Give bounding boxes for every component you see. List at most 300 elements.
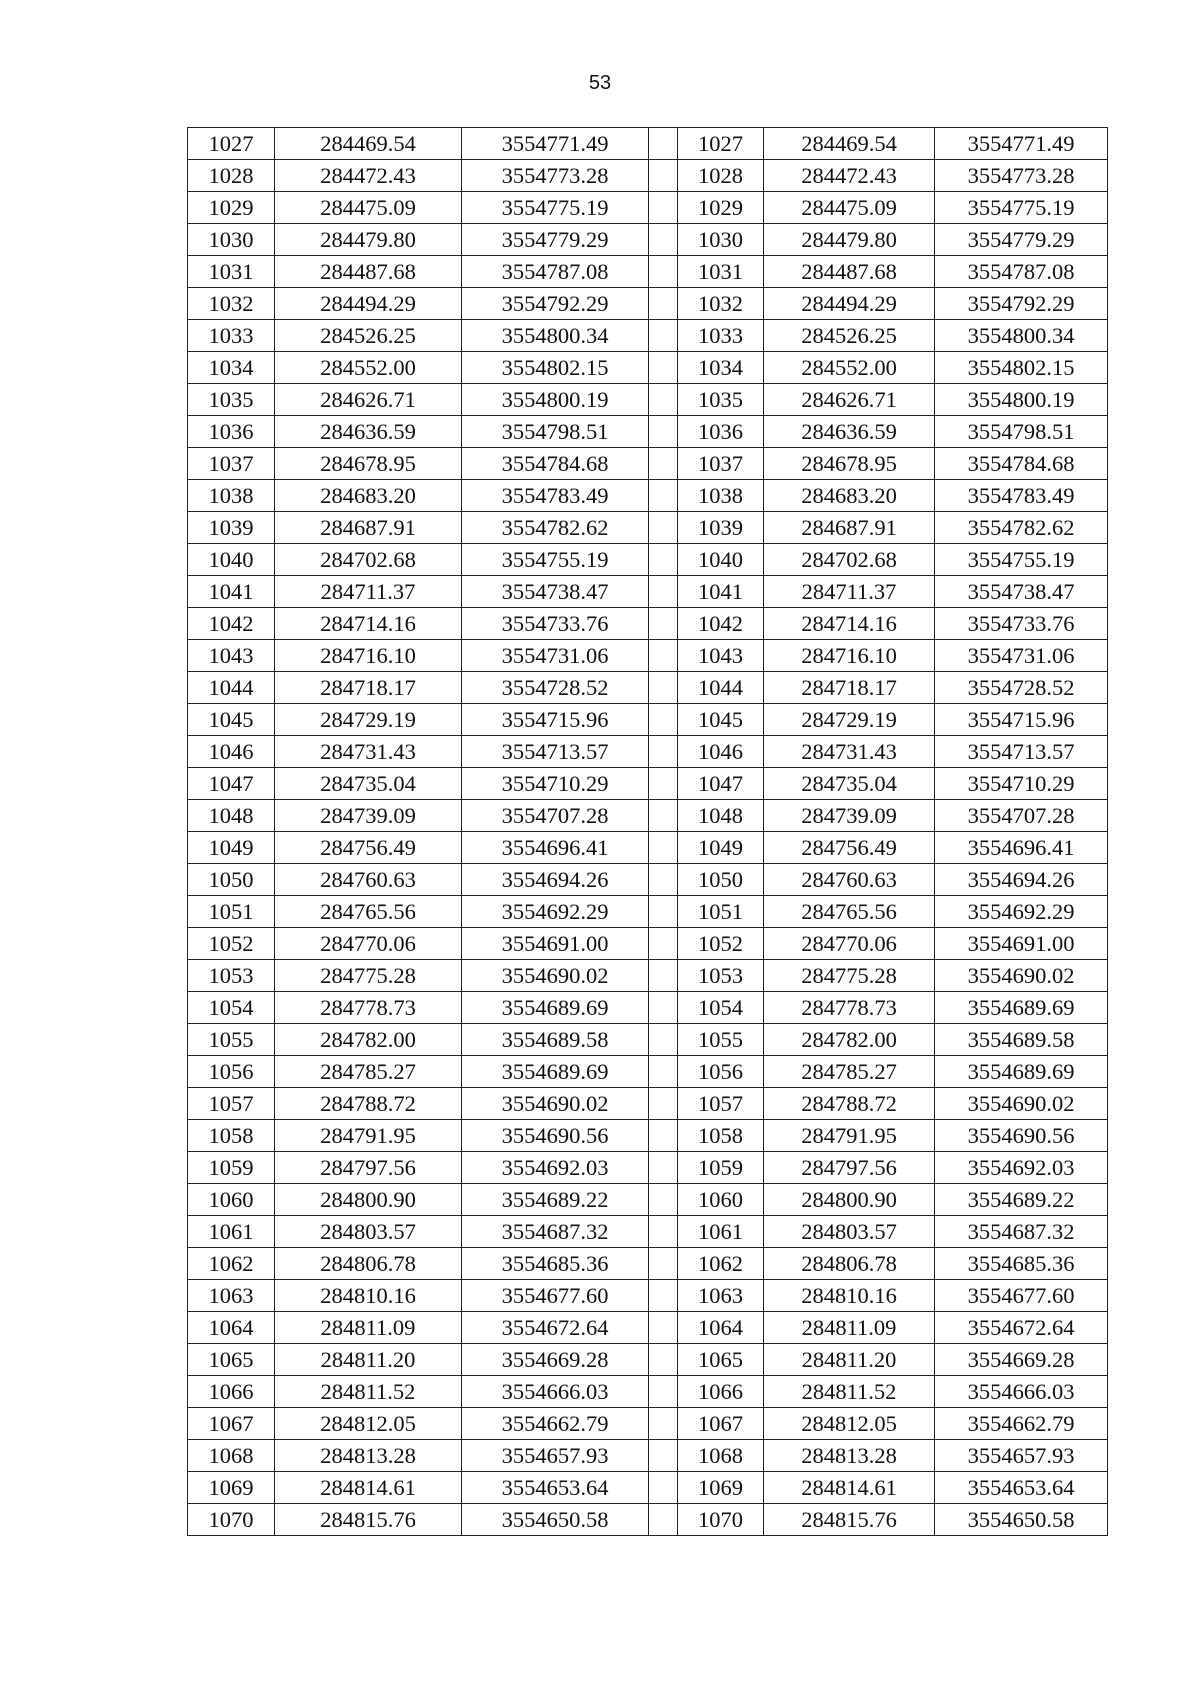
right-x-coordinate-cell: 284678.95 xyxy=(764,448,935,480)
right-x-coordinate-cell: 284487.68 xyxy=(764,256,935,288)
table-row xyxy=(188,128,1108,160)
right-y-coordinate-cell: 3554782.62 xyxy=(935,512,1108,544)
coordinate-table xyxy=(187,127,1108,1536)
left-point-id-cell: 1037 xyxy=(188,448,275,480)
left-x-coordinate-cell: 284765.56 xyxy=(275,896,462,928)
coordinate-table-body xyxy=(188,128,1108,1536)
table-row xyxy=(188,192,1108,224)
right-point-id-cell: 1052 xyxy=(678,928,764,960)
left-y-coordinate-cell: 3554692.03 xyxy=(462,1152,649,1184)
right-y-coordinate-cell: 3554731.06 xyxy=(935,640,1108,672)
empty-separator-cell xyxy=(649,1472,678,1504)
empty-separator-cell xyxy=(649,128,678,160)
empty-separator-cell xyxy=(649,448,678,480)
right-point-id-cell: 1064 xyxy=(678,1312,764,1344)
left-point-id-cell: 1062 xyxy=(188,1248,275,1280)
left-y-coordinate-cell: 3554689.69 xyxy=(462,1056,649,1088)
right-point-id-cell: 1043 xyxy=(678,640,764,672)
left-x-coordinate-cell: 284770.06 xyxy=(275,928,462,960)
right-y-coordinate-cell: 3554690.56 xyxy=(935,1120,1108,1152)
left-y-coordinate-cell: 3554662.79 xyxy=(462,1408,649,1440)
left-x-coordinate-cell: 284479.80 xyxy=(275,224,462,256)
right-y-coordinate-cell: 3554689.22 xyxy=(935,1184,1108,1216)
right-point-id-cell: 1032 xyxy=(678,288,764,320)
left-point-id-cell: 1035 xyxy=(188,384,275,416)
left-y-coordinate-cell: 3554728.52 xyxy=(462,672,649,704)
left-point-id-cell: 1032 xyxy=(188,288,275,320)
right-y-coordinate-cell: 3554692.03 xyxy=(935,1152,1108,1184)
left-point-id-cell: 1040 xyxy=(188,544,275,576)
left-point-id-cell: 1064 xyxy=(188,1312,275,1344)
left-point-id-cell: 1054 xyxy=(188,992,275,1024)
left-y-coordinate-cell: 3554690.02 xyxy=(462,1088,649,1120)
empty-separator-cell xyxy=(649,1056,678,1088)
right-point-id-cell: 1046 xyxy=(678,736,764,768)
left-x-coordinate-cell: 284811.09 xyxy=(275,1312,462,1344)
right-y-coordinate-cell: 3554692.29 xyxy=(935,896,1108,928)
empty-separator-cell xyxy=(649,1376,678,1408)
left-x-coordinate-cell: 284683.20 xyxy=(275,480,462,512)
right-point-id-cell: 1035 xyxy=(678,384,764,416)
right-x-coordinate-cell: 284814.61 xyxy=(764,1472,935,1504)
right-x-coordinate-cell: 284729.19 xyxy=(764,704,935,736)
right-y-coordinate-cell: 3554728.52 xyxy=(935,672,1108,704)
table-row xyxy=(188,1408,1108,1440)
right-y-coordinate-cell: 3554784.68 xyxy=(935,448,1108,480)
table-row xyxy=(188,352,1108,384)
left-y-coordinate-cell: 3554707.28 xyxy=(462,800,649,832)
table-row xyxy=(188,1504,1108,1536)
left-y-coordinate-cell: 3554798.51 xyxy=(462,416,649,448)
right-x-coordinate-cell: 284782.00 xyxy=(764,1024,935,1056)
right-point-id-cell: 1048 xyxy=(678,800,764,832)
right-x-coordinate-cell: 284775.28 xyxy=(764,960,935,992)
right-point-id-cell: 1027 xyxy=(678,128,764,160)
right-y-coordinate-cell: 3554798.51 xyxy=(935,416,1108,448)
left-point-id-cell: 1050 xyxy=(188,864,275,896)
left-y-coordinate-cell: 3554755.19 xyxy=(462,544,649,576)
table-row xyxy=(188,1312,1108,1344)
empty-separator-cell xyxy=(649,960,678,992)
table-row xyxy=(188,1024,1108,1056)
left-x-coordinate-cell: 284760.63 xyxy=(275,864,462,896)
right-point-id-cell: 1067 xyxy=(678,1408,764,1440)
left-point-id-cell: 1063 xyxy=(188,1280,275,1312)
right-x-coordinate-cell: 284552.00 xyxy=(764,352,935,384)
right-y-coordinate-cell: 3554687.32 xyxy=(935,1216,1108,1248)
left-point-id-cell: 1061 xyxy=(188,1216,275,1248)
left-x-coordinate-cell: 284806.78 xyxy=(275,1248,462,1280)
left-y-coordinate-cell: 3554784.68 xyxy=(462,448,649,480)
left-y-coordinate-cell: 3554650.58 xyxy=(462,1504,649,1536)
left-y-coordinate-cell: 3554666.03 xyxy=(462,1376,649,1408)
right-point-id-cell: 1036 xyxy=(678,416,764,448)
left-x-coordinate-cell: 284711.37 xyxy=(275,576,462,608)
right-y-coordinate-cell: 3554690.02 xyxy=(935,1088,1108,1120)
right-point-id-cell: 1038 xyxy=(678,480,764,512)
empty-separator-cell xyxy=(649,1088,678,1120)
left-y-coordinate-cell: 3554687.32 xyxy=(462,1216,649,1248)
right-point-id-cell: 1061 xyxy=(678,1216,764,1248)
right-point-id-cell: 1028 xyxy=(678,160,764,192)
right-x-coordinate-cell: 284626.71 xyxy=(764,384,935,416)
right-y-coordinate-cell: 3554653.64 xyxy=(935,1472,1108,1504)
right-x-coordinate-cell: 284785.27 xyxy=(764,1056,935,1088)
left-x-coordinate-cell: 284739.09 xyxy=(275,800,462,832)
empty-separator-cell xyxy=(649,1408,678,1440)
left-x-coordinate-cell: 284475.09 xyxy=(275,192,462,224)
left-y-coordinate-cell: 3554685.36 xyxy=(462,1248,649,1280)
table-row xyxy=(188,224,1108,256)
right-point-id-cell: 1056 xyxy=(678,1056,764,1088)
right-y-coordinate-cell: 3554662.79 xyxy=(935,1408,1108,1440)
left-x-coordinate-cell: 284735.04 xyxy=(275,768,462,800)
right-x-coordinate-cell: 284811.52 xyxy=(764,1376,935,1408)
right-y-coordinate-cell: 3554696.41 xyxy=(935,832,1108,864)
left-y-coordinate-cell: 3554733.76 xyxy=(462,608,649,640)
left-point-id-cell: 1028 xyxy=(188,160,275,192)
left-y-coordinate-cell: 3554738.47 xyxy=(462,576,649,608)
right-y-coordinate-cell: 3554666.03 xyxy=(935,1376,1108,1408)
right-x-coordinate-cell: 284702.68 xyxy=(764,544,935,576)
left-y-coordinate-cell: 3554783.49 xyxy=(462,480,649,512)
right-point-id-cell: 1037 xyxy=(678,448,764,480)
right-point-id-cell: 1069 xyxy=(678,1472,764,1504)
left-point-id-cell: 1055 xyxy=(188,1024,275,1056)
right-point-id-cell: 1039 xyxy=(678,512,764,544)
left-y-coordinate-cell: 3554691.00 xyxy=(462,928,649,960)
table-row xyxy=(188,672,1108,704)
table-row xyxy=(188,1440,1108,1472)
empty-separator-cell xyxy=(649,256,678,288)
left-y-coordinate-cell: 3554689.58 xyxy=(462,1024,649,1056)
left-y-coordinate-cell: 3554715.96 xyxy=(462,704,649,736)
left-point-id-cell: 1043 xyxy=(188,640,275,672)
right-x-coordinate-cell: 284806.78 xyxy=(764,1248,935,1280)
left-point-id-cell: 1056 xyxy=(188,1056,275,1088)
left-x-coordinate-cell: 284788.72 xyxy=(275,1088,462,1120)
right-y-coordinate-cell: 3554690.02 xyxy=(935,960,1108,992)
empty-separator-cell xyxy=(649,864,678,896)
table-row xyxy=(188,1088,1108,1120)
table-row xyxy=(188,928,1108,960)
right-y-coordinate-cell: 3554691.00 xyxy=(935,928,1108,960)
empty-separator-cell xyxy=(649,384,678,416)
right-x-coordinate-cell: 284472.43 xyxy=(764,160,935,192)
right-y-coordinate-cell: 3554669.28 xyxy=(935,1344,1108,1376)
table-row xyxy=(188,1152,1108,1184)
table-row xyxy=(188,416,1108,448)
table-row xyxy=(188,960,1108,992)
right-y-coordinate-cell: 3554738.47 xyxy=(935,576,1108,608)
right-x-coordinate-cell: 284778.73 xyxy=(764,992,935,1024)
right-y-coordinate-cell: 3554689.58 xyxy=(935,1024,1108,1056)
empty-separator-cell xyxy=(649,1216,678,1248)
table-row xyxy=(188,480,1108,512)
empty-separator-cell xyxy=(649,480,678,512)
empty-separator-cell xyxy=(649,224,678,256)
table-row xyxy=(188,736,1108,768)
empty-separator-cell xyxy=(649,1344,678,1376)
left-x-coordinate-cell: 284778.73 xyxy=(275,992,462,1024)
right-y-coordinate-cell: 3554800.34 xyxy=(935,320,1108,352)
table-row xyxy=(188,1184,1108,1216)
right-y-coordinate-cell: 3554689.69 xyxy=(935,1056,1108,1088)
left-y-coordinate-cell: 3554792.29 xyxy=(462,288,649,320)
left-y-coordinate-cell: 3554710.29 xyxy=(462,768,649,800)
left-point-id-cell: 1038 xyxy=(188,480,275,512)
right-y-coordinate-cell: 3554771.49 xyxy=(935,128,1108,160)
empty-separator-cell xyxy=(649,768,678,800)
left-y-coordinate-cell: 3554800.34 xyxy=(462,320,649,352)
empty-separator-cell xyxy=(649,512,678,544)
left-x-coordinate-cell: 284803.57 xyxy=(275,1216,462,1248)
left-x-coordinate-cell: 284687.91 xyxy=(275,512,462,544)
left-y-coordinate-cell: 3554689.22 xyxy=(462,1184,649,1216)
table-row xyxy=(188,320,1108,352)
left-y-coordinate-cell: 3554692.29 xyxy=(462,896,649,928)
left-x-coordinate-cell: 284812.05 xyxy=(275,1408,462,1440)
empty-separator-cell xyxy=(649,288,678,320)
left-x-coordinate-cell: 284626.71 xyxy=(275,384,462,416)
right-point-id-cell: 1055 xyxy=(678,1024,764,1056)
left-y-coordinate-cell: 3554694.26 xyxy=(462,864,649,896)
table-row xyxy=(188,1216,1108,1248)
right-y-coordinate-cell: 3554779.29 xyxy=(935,224,1108,256)
left-point-id-cell: 1060 xyxy=(188,1184,275,1216)
right-point-id-cell: 1031 xyxy=(678,256,764,288)
table-row xyxy=(188,640,1108,672)
left-y-coordinate-cell: 3554657.93 xyxy=(462,1440,649,1472)
right-y-coordinate-cell: 3554773.28 xyxy=(935,160,1108,192)
empty-separator-cell xyxy=(649,352,678,384)
right-x-coordinate-cell: 284711.37 xyxy=(764,576,935,608)
left-point-id-cell: 1042 xyxy=(188,608,275,640)
table-row xyxy=(188,704,1108,736)
left-y-coordinate-cell: 3554731.06 xyxy=(462,640,649,672)
left-x-coordinate-cell: 284756.49 xyxy=(275,832,462,864)
left-point-id-cell: 1070 xyxy=(188,1504,275,1536)
right-x-coordinate-cell: 284714.16 xyxy=(764,608,935,640)
empty-separator-cell xyxy=(649,608,678,640)
left-x-coordinate-cell: 284718.17 xyxy=(275,672,462,704)
table-row xyxy=(188,384,1108,416)
left-x-coordinate-cell: 284526.25 xyxy=(275,320,462,352)
left-point-id-cell: 1052 xyxy=(188,928,275,960)
left-x-coordinate-cell: 284469.54 xyxy=(275,128,462,160)
left-x-coordinate-cell: 284731.43 xyxy=(275,736,462,768)
table-row xyxy=(188,1472,1108,1504)
empty-separator-cell xyxy=(649,1024,678,1056)
right-x-coordinate-cell: 284494.29 xyxy=(764,288,935,320)
left-x-coordinate-cell: 284472.43 xyxy=(275,160,462,192)
right-x-coordinate-cell: 284687.91 xyxy=(764,512,935,544)
right-point-id-cell: 1070 xyxy=(678,1504,764,1536)
left-x-coordinate-cell: 284815.76 xyxy=(275,1504,462,1536)
left-y-coordinate-cell: 3554775.19 xyxy=(462,192,649,224)
table-row xyxy=(188,832,1108,864)
empty-separator-cell xyxy=(649,928,678,960)
right-x-coordinate-cell: 284683.20 xyxy=(764,480,935,512)
left-x-coordinate-cell: 284714.16 xyxy=(275,608,462,640)
left-x-coordinate-cell: 284702.68 xyxy=(275,544,462,576)
left-point-id-cell: 1033 xyxy=(188,320,275,352)
left-point-id-cell: 1030 xyxy=(188,224,275,256)
table-row xyxy=(188,768,1108,800)
right-point-id-cell: 1044 xyxy=(678,672,764,704)
left-point-id-cell: 1069 xyxy=(188,1472,275,1504)
right-y-coordinate-cell: 3554755.19 xyxy=(935,544,1108,576)
page-number: 53 xyxy=(588,72,612,94)
left-x-coordinate-cell: 284729.19 xyxy=(275,704,462,736)
right-point-id-cell: 1060 xyxy=(678,1184,764,1216)
right-point-id-cell: 1053 xyxy=(678,960,764,992)
right-point-id-cell: 1063 xyxy=(678,1280,764,1312)
right-x-coordinate-cell: 284739.09 xyxy=(764,800,935,832)
left-x-coordinate-cell: 284814.61 xyxy=(275,1472,462,1504)
empty-separator-cell xyxy=(649,736,678,768)
right-y-coordinate-cell: 3554685.36 xyxy=(935,1248,1108,1280)
right-x-coordinate-cell: 284760.63 xyxy=(764,864,935,896)
left-point-id-cell: 1027 xyxy=(188,128,275,160)
left-point-id-cell: 1053 xyxy=(188,960,275,992)
left-x-coordinate-cell: 284487.68 xyxy=(275,256,462,288)
right-x-coordinate-cell: 284800.90 xyxy=(764,1184,935,1216)
right-y-coordinate-cell: 3554715.96 xyxy=(935,704,1108,736)
right-x-coordinate-cell: 284770.06 xyxy=(764,928,935,960)
table-row xyxy=(188,1280,1108,1312)
right-x-coordinate-cell: 284797.56 xyxy=(764,1152,935,1184)
right-y-coordinate-cell: 3554800.19 xyxy=(935,384,1108,416)
left-point-id-cell: 1049 xyxy=(188,832,275,864)
table-row xyxy=(188,256,1108,288)
table-row xyxy=(188,448,1108,480)
right-x-coordinate-cell: 284479.80 xyxy=(764,224,935,256)
left-point-id-cell: 1036 xyxy=(188,416,275,448)
right-x-coordinate-cell: 284718.17 xyxy=(764,672,935,704)
left-y-coordinate-cell: 3554779.29 xyxy=(462,224,649,256)
left-x-coordinate-cell: 284797.56 xyxy=(275,1152,462,1184)
right-x-coordinate-cell: 284469.54 xyxy=(764,128,935,160)
right-point-id-cell: 1068 xyxy=(678,1440,764,1472)
left-x-coordinate-cell: 284810.16 xyxy=(275,1280,462,1312)
table-row xyxy=(188,1248,1108,1280)
left-x-coordinate-cell: 284552.00 xyxy=(275,352,462,384)
right-x-coordinate-cell: 284756.49 xyxy=(764,832,935,864)
left-point-id-cell: 1048 xyxy=(188,800,275,832)
left-y-coordinate-cell: 3554669.28 xyxy=(462,1344,649,1376)
right-y-coordinate-cell: 3554775.19 xyxy=(935,192,1108,224)
right-x-coordinate-cell: 284811.20 xyxy=(764,1344,935,1376)
right-x-coordinate-cell: 284765.56 xyxy=(764,896,935,928)
left-x-coordinate-cell: 284811.52 xyxy=(275,1376,462,1408)
right-y-coordinate-cell: 3554802.15 xyxy=(935,352,1108,384)
empty-separator-cell xyxy=(649,416,678,448)
left-y-coordinate-cell: 3554690.02 xyxy=(462,960,649,992)
right-x-coordinate-cell: 284803.57 xyxy=(764,1216,935,1248)
left-y-coordinate-cell: 3554787.08 xyxy=(462,256,649,288)
right-point-id-cell: 1066 xyxy=(678,1376,764,1408)
right-x-coordinate-cell: 284735.04 xyxy=(764,768,935,800)
left-y-coordinate-cell: 3554800.19 xyxy=(462,384,649,416)
empty-separator-cell xyxy=(649,1248,678,1280)
right-point-id-cell: 1042 xyxy=(678,608,764,640)
right-x-coordinate-cell: 284791.95 xyxy=(764,1120,935,1152)
table-row xyxy=(188,576,1108,608)
table-row xyxy=(188,896,1108,928)
right-x-coordinate-cell: 284716.10 xyxy=(764,640,935,672)
right-point-id-cell: 1062 xyxy=(678,1248,764,1280)
right-point-id-cell: 1058 xyxy=(678,1120,764,1152)
right-point-id-cell: 1050 xyxy=(678,864,764,896)
left-y-coordinate-cell: 3554689.69 xyxy=(462,992,649,1024)
right-point-id-cell: 1041 xyxy=(678,576,764,608)
left-y-coordinate-cell: 3554771.49 xyxy=(462,128,649,160)
right-y-coordinate-cell: 3554733.76 xyxy=(935,608,1108,640)
empty-separator-cell xyxy=(649,896,678,928)
table-row xyxy=(188,512,1108,544)
left-y-coordinate-cell: 3554782.62 xyxy=(462,512,649,544)
right-point-id-cell: 1047 xyxy=(678,768,764,800)
table-row xyxy=(188,800,1108,832)
table-row xyxy=(188,288,1108,320)
left-point-id-cell: 1034 xyxy=(188,352,275,384)
right-y-coordinate-cell: 3554672.64 xyxy=(935,1312,1108,1344)
empty-separator-cell xyxy=(649,640,678,672)
right-x-coordinate-cell: 284731.43 xyxy=(764,736,935,768)
empty-separator-cell xyxy=(649,160,678,192)
right-point-id-cell: 1057 xyxy=(678,1088,764,1120)
left-x-coordinate-cell: 284813.28 xyxy=(275,1440,462,1472)
right-point-id-cell: 1030 xyxy=(678,224,764,256)
right-y-coordinate-cell: 3554707.28 xyxy=(935,800,1108,832)
left-x-coordinate-cell: 284716.10 xyxy=(275,640,462,672)
left-x-coordinate-cell: 284775.28 xyxy=(275,960,462,992)
right-point-id-cell: 1029 xyxy=(678,192,764,224)
right-y-coordinate-cell: 3554650.58 xyxy=(935,1504,1108,1536)
right-x-coordinate-cell: 284810.16 xyxy=(764,1280,935,1312)
left-point-id-cell: 1046 xyxy=(188,736,275,768)
left-point-id-cell: 1041 xyxy=(188,576,275,608)
empty-separator-cell xyxy=(649,1280,678,1312)
left-x-coordinate-cell: 284800.90 xyxy=(275,1184,462,1216)
left-point-id-cell: 1066 xyxy=(188,1376,275,1408)
right-y-coordinate-cell: 3554792.29 xyxy=(935,288,1108,320)
left-y-coordinate-cell: 3554713.57 xyxy=(462,736,649,768)
table-row xyxy=(188,864,1108,896)
table-row xyxy=(188,1056,1108,1088)
left-point-id-cell: 1059 xyxy=(188,1152,275,1184)
left-point-id-cell: 1058 xyxy=(188,1120,275,1152)
right-point-id-cell: 1049 xyxy=(678,832,764,864)
empty-separator-cell xyxy=(649,544,678,576)
right-x-coordinate-cell: 284812.05 xyxy=(764,1408,935,1440)
left-y-coordinate-cell: 3554677.60 xyxy=(462,1280,649,1312)
right-point-id-cell: 1034 xyxy=(678,352,764,384)
table-row xyxy=(188,992,1108,1024)
left-point-id-cell: 1067 xyxy=(188,1408,275,1440)
right-x-coordinate-cell: 284636.59 xyxy=(764,416,935,448)
left-point-id-cell: 1044 xyxy=(188,672,275,704)
left-x-coordinate-cell: 284782.00 xyxy=(275,1024,462,1056)
left-y-coordinate-cell: 3554773.28 xyxy=(462,160,649,192)
left-x-coordinate-cell: 284791.95 xyxy=(275,1120,462,1152)
empty-separator-cell xyxy=(649,1504,678,1536)
empty-separator-cell xyxy=(649,1312,678,1344)
empty-separator-cell xyxy=(649,704,678,736)
left-point-id-cell: 1065 xyxy=(188,1344,275,1376)
empty-separator-cell xyxy=(649,1184,678,1216)
